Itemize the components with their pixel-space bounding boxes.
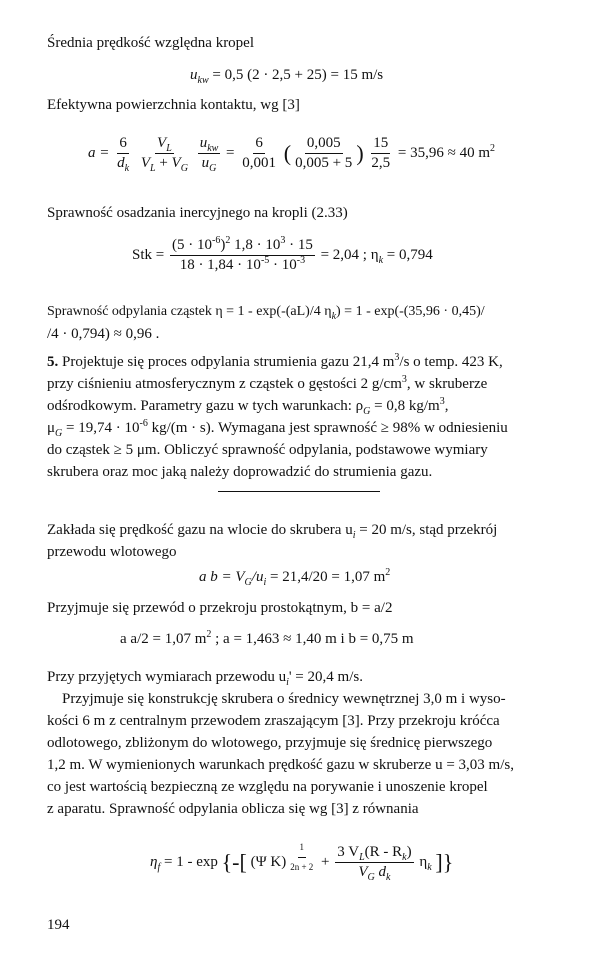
text-line: Przyjmuje się konstrukcję skrubera o średnicy wewnętrznej 3,0 m i wyso- [62,691,506,707]
text-line: /4 · 0,794) ≈ 0,96 . [47,326,160,342]
text-line: Sprawność odpylania cząstek η = 1 - exp(-(aL)/4 $\eta_k) = 1 - \exp(-(35,96 \cdot 0,45)/$ [47,304,485,322]
text-line: odlotowego, zbliżonym do wlotowego, przyjmuje się średnicę pierwszego [47,735,493,751]
text-line: Przyjmuje się przewód o przekroju prostokątnym, b = a/2 [47,600,393,616]
equation-stokes: Stk = $\frac{(5 \cdot 10^{-6})^2 1,8 \cdot 10^3 \cdot 15}{18 \cdot 1,84 \cdot 10^{-5} \cdot 10^{-3}}$ = 2,04 ; $\eta_k = 0,794$ [132,235,433,273]
text-line: 5. Projektuje się proces odpylania strumienia gazu 21,4 $m^3/s$ o temp. 423 K, [47,352,503,370]
text-line: Średnia prędkość względna kropel [47,35,255,51]
equation-dimensions: a a/2 = 1,07 $m^2$ ; a = 1,463 ≈ 1,40 m i b = 0,75 m [120,629,414,647]
text-line: kości 6 m z centralnym przewodem zraszającym [3]. Przy przekroju króćca [47,713,500,729]
text-line: do cząstek ≥ 5 μm. Obliczyć sprawność odpylania, podstawowe wymiary [47,442,488,458]
text-line: Sprawność osadzania inercyjnego na kropli (2.33) [47,205,348,221]
text-line: z aparatu. Sprawność odpylania oblicza się wg [3] z równania [47,801,419,817]
equation-cross-section: a $b = V_G/u_i = 21,4/20 = 1,07$ $m^2$ [199,567,391,588]
text-line: Efektywna powierzchnia kontaktu, wg [3] [47,97,300,113]
text-line: 1,2 m. W wymienionych warunkach prędkość gazu w skruberze u = 3,03 m/s, [47,757,514,773]
text-line: przy ciśnieniu atmosferycznym z cząstek o gęstości 2 $g/cm^3$, w skruberze [47,374,488,392]
text-line: $\mu_G = 19,74 \cdot 10^{-6}$ kg/(m · s). Wymagana jest sprawność ≥ 98% w odniesieniu [47,418,508,439]
equation-contact-area: a = $\frac{6}{d_k}$ $\frac{V_L}{V_L + V_G}$ $\frac{u_{kw}}{u_G}$ = $\frac{6}{0,001}$ ( $\frac{0,005}{0,005 + 5}$ ) $\frac{15}{2,5}$ = 35,96 ≈ 40 $m^2$ [88,135,495,174]
text-line: Zakłada się prędkość gazu na wlocie do skrubera $u_i = 20$ m/s, stąd przekrój [47,522,498,541]
text-line: Przy przyjętych wymiarach przewodu $u_i' = 20,4$ m/s. [47,669,363,688]
text-line: skrubera oraz moc jaką należy doprowadzić do strumienia gazu. [47,464,433,480]
section-divider [218,491,380,492]
page-number: 194 [47,917,70,933]
equation-efficiency: $\eta_f = 1 - \exp$ {-[ (Ψ K) $^{\frac{1}{2n + 2}}$ + $\frac{3 V_L(R - R_k)}{V_G d_k}$ $\eta_k$ ]} [150,838,453,882]
text-line: odśrodkowym. Parametry gazu w tych warunkach: $\rho_G = 0,8$ $kg/m^3$, [47,396,449,417]
text-line: co jest wartością bezpieczną ze względu na porywanie i unoszenie kropel [47,779,488,795]
text-line: przewodu wlotowego [47,544,177,560]
equation-relative-velocity: $u_{kw} = 0,5$ (2 · 2,5 + 25) = 15 m/s [190,67,384,86]
